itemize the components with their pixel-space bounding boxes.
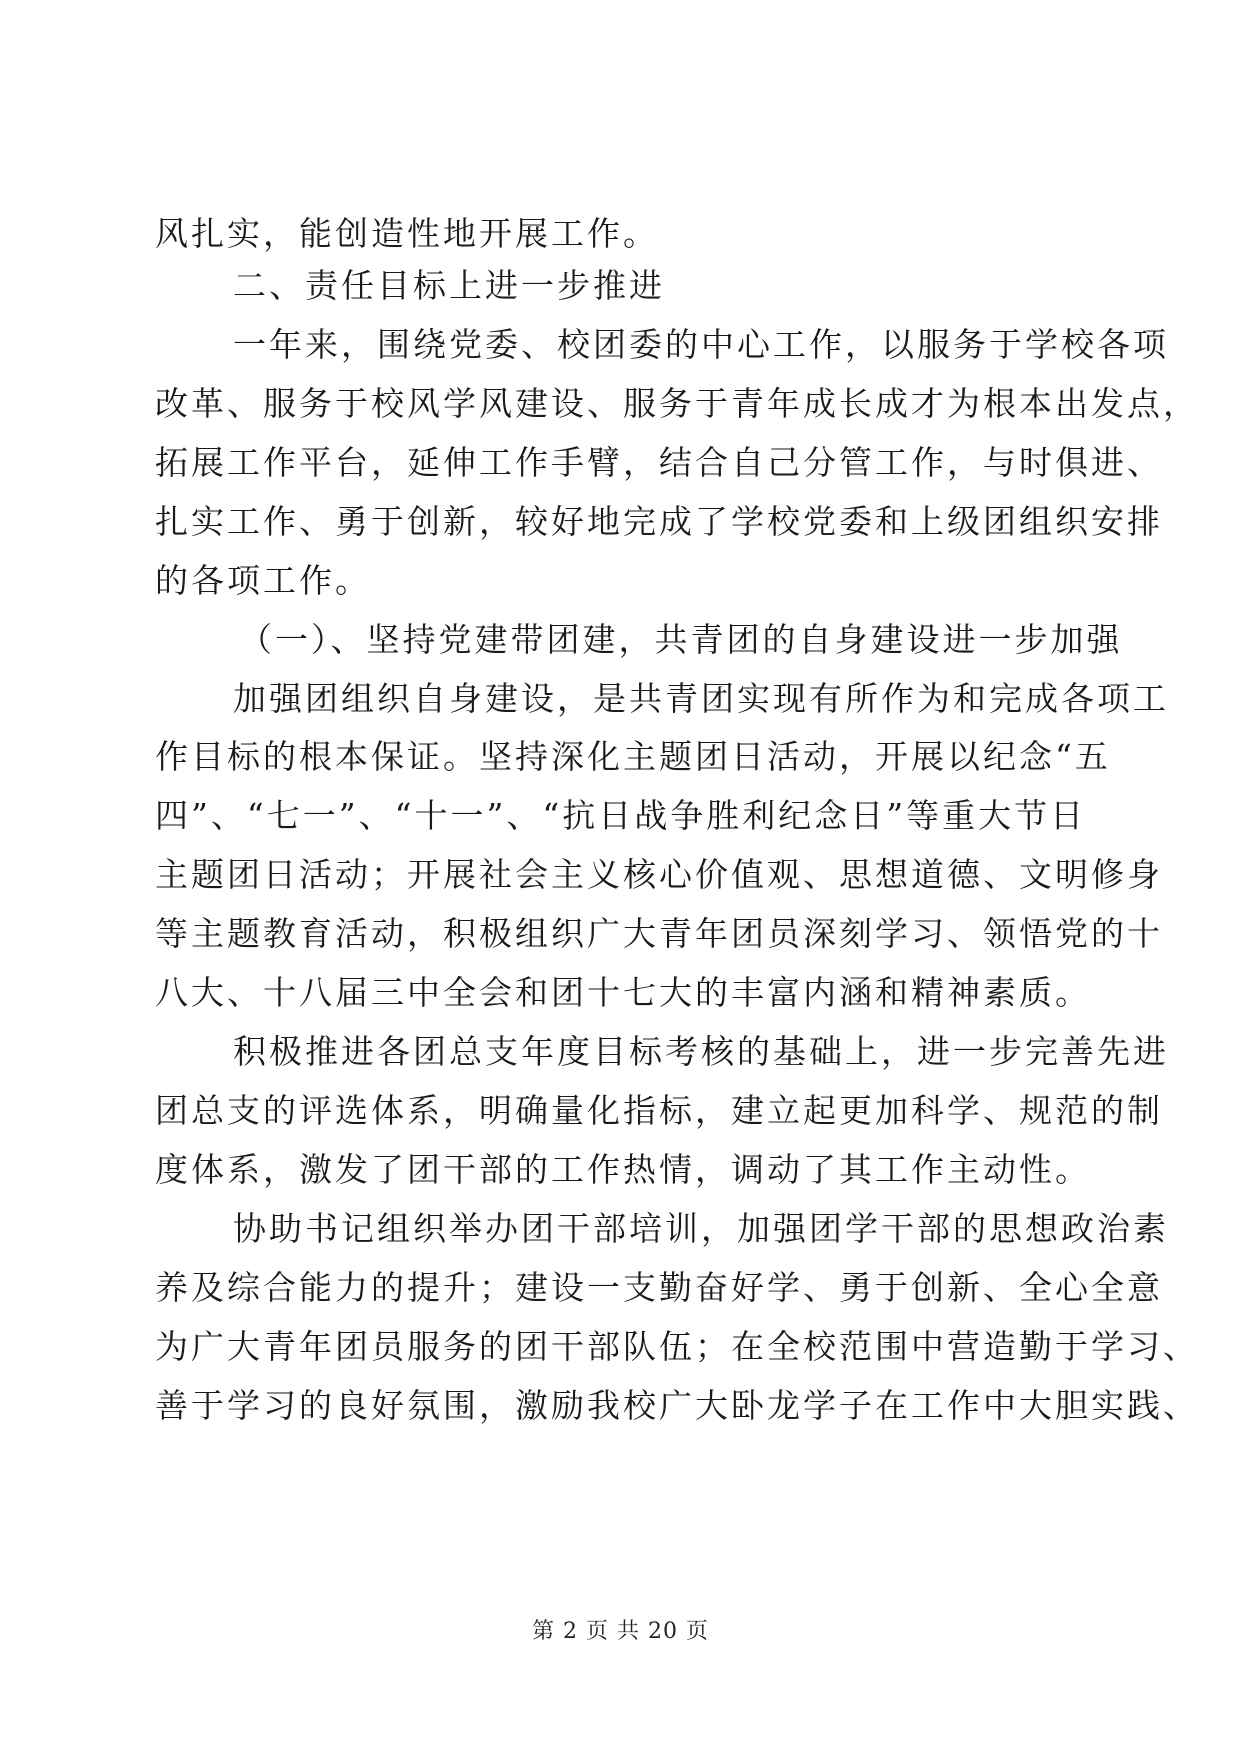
paragraph-line: 拓展工作平台，延伸工作手臂，结合自己分管工作，与时俱进、	[155, 443, 1163, 482]
paragraph-line: 等主题教育活动，积极组织广大青年团员深刻学习、领悟党的十	[155, 914, 1163, 953]
paragraph-line: 四”、“七一”、“十一”、“抗日战争胜利纪念日”等重大节日	[155, 796, 1087, 835]
paragraph-line: 的各项工作。	[155, 561, 371, 600]
paragraph-line: 善于学习的良好氛围，激励我校广大卧龙学子在工作中大胆实践、	[155, 1386, 1199, 1425]
paragraph-line: 风扎实，能创造性地开展工作。	[155, 214, 659, 253]
paragraph-line: 度体系，激发了团干部的工作热情，调动了其工作主动性。	[155, 1150, 1091, 1189]
page-number-footer: 第 2 页 共 20 页	[532, 1619, 709, 1644]
paragraph-line: 加强团组织自身建设，是共青团实现有所作为和完成各项工	[233, 679, 1169, 718]
paragraph-line: 为广大青年团员服务的团干部队伍；在全校范围中营造勤于学习、	[155, 1327, 1199, 1366]
paragraph-line: 协助书记组织举办团干部培训，加强团学干部的思想政治素	[233, 1209, 1169, 1248]
section-heading: 二、责任目标上进一步推进	[233, 266, 665, 305]
paragraph-line: 一年来，围绕党委、校团委的中心工作，以服务于学校各项	[233, 325, 1169, 364]
paragraph-line: 积极推进各团总支年度目标考核的基础上，进一步完善先进	[233, 1032, 1169, 1071]
paragraph-line: 作目标的根本保证。坚持深化主题团日活动，开展以纪念“五	[155, 737, 1111, 776]
paragraph-line: 主题团日活动；开展社会主义核心价值观、思想道德、文明修身	[155, 855, 1163, 894]
paragraph-line: 养及综合能力的提升；建设一支勤奋好学、勇于创新、全心全意	[155, 1268, 1163, 1307]
paragraph-line: 团总支的评选体系，明确量化指标，建立起更加科学、规范的制	[155, 1091, 1163, 1130]
paragraph-line: 扎实工作、勇于创新，较好地完成了学校党委和上级团组织安排	[155, 502, 1163, 541]
paragraph-line: 改革、服务于校风学风建设、服务于青年成长成才为根本出发点，	[155, 384, 1199, 423]
subsection-heading: （一）、坚持党建带团建，共青团的自身建设进一步加强	[239, 620, 1123, 659]
paragraph-line: 八大、十八届三中全会和团十七大的丰富内涵和精神素质。	[155, 973, 1091, 1012]
